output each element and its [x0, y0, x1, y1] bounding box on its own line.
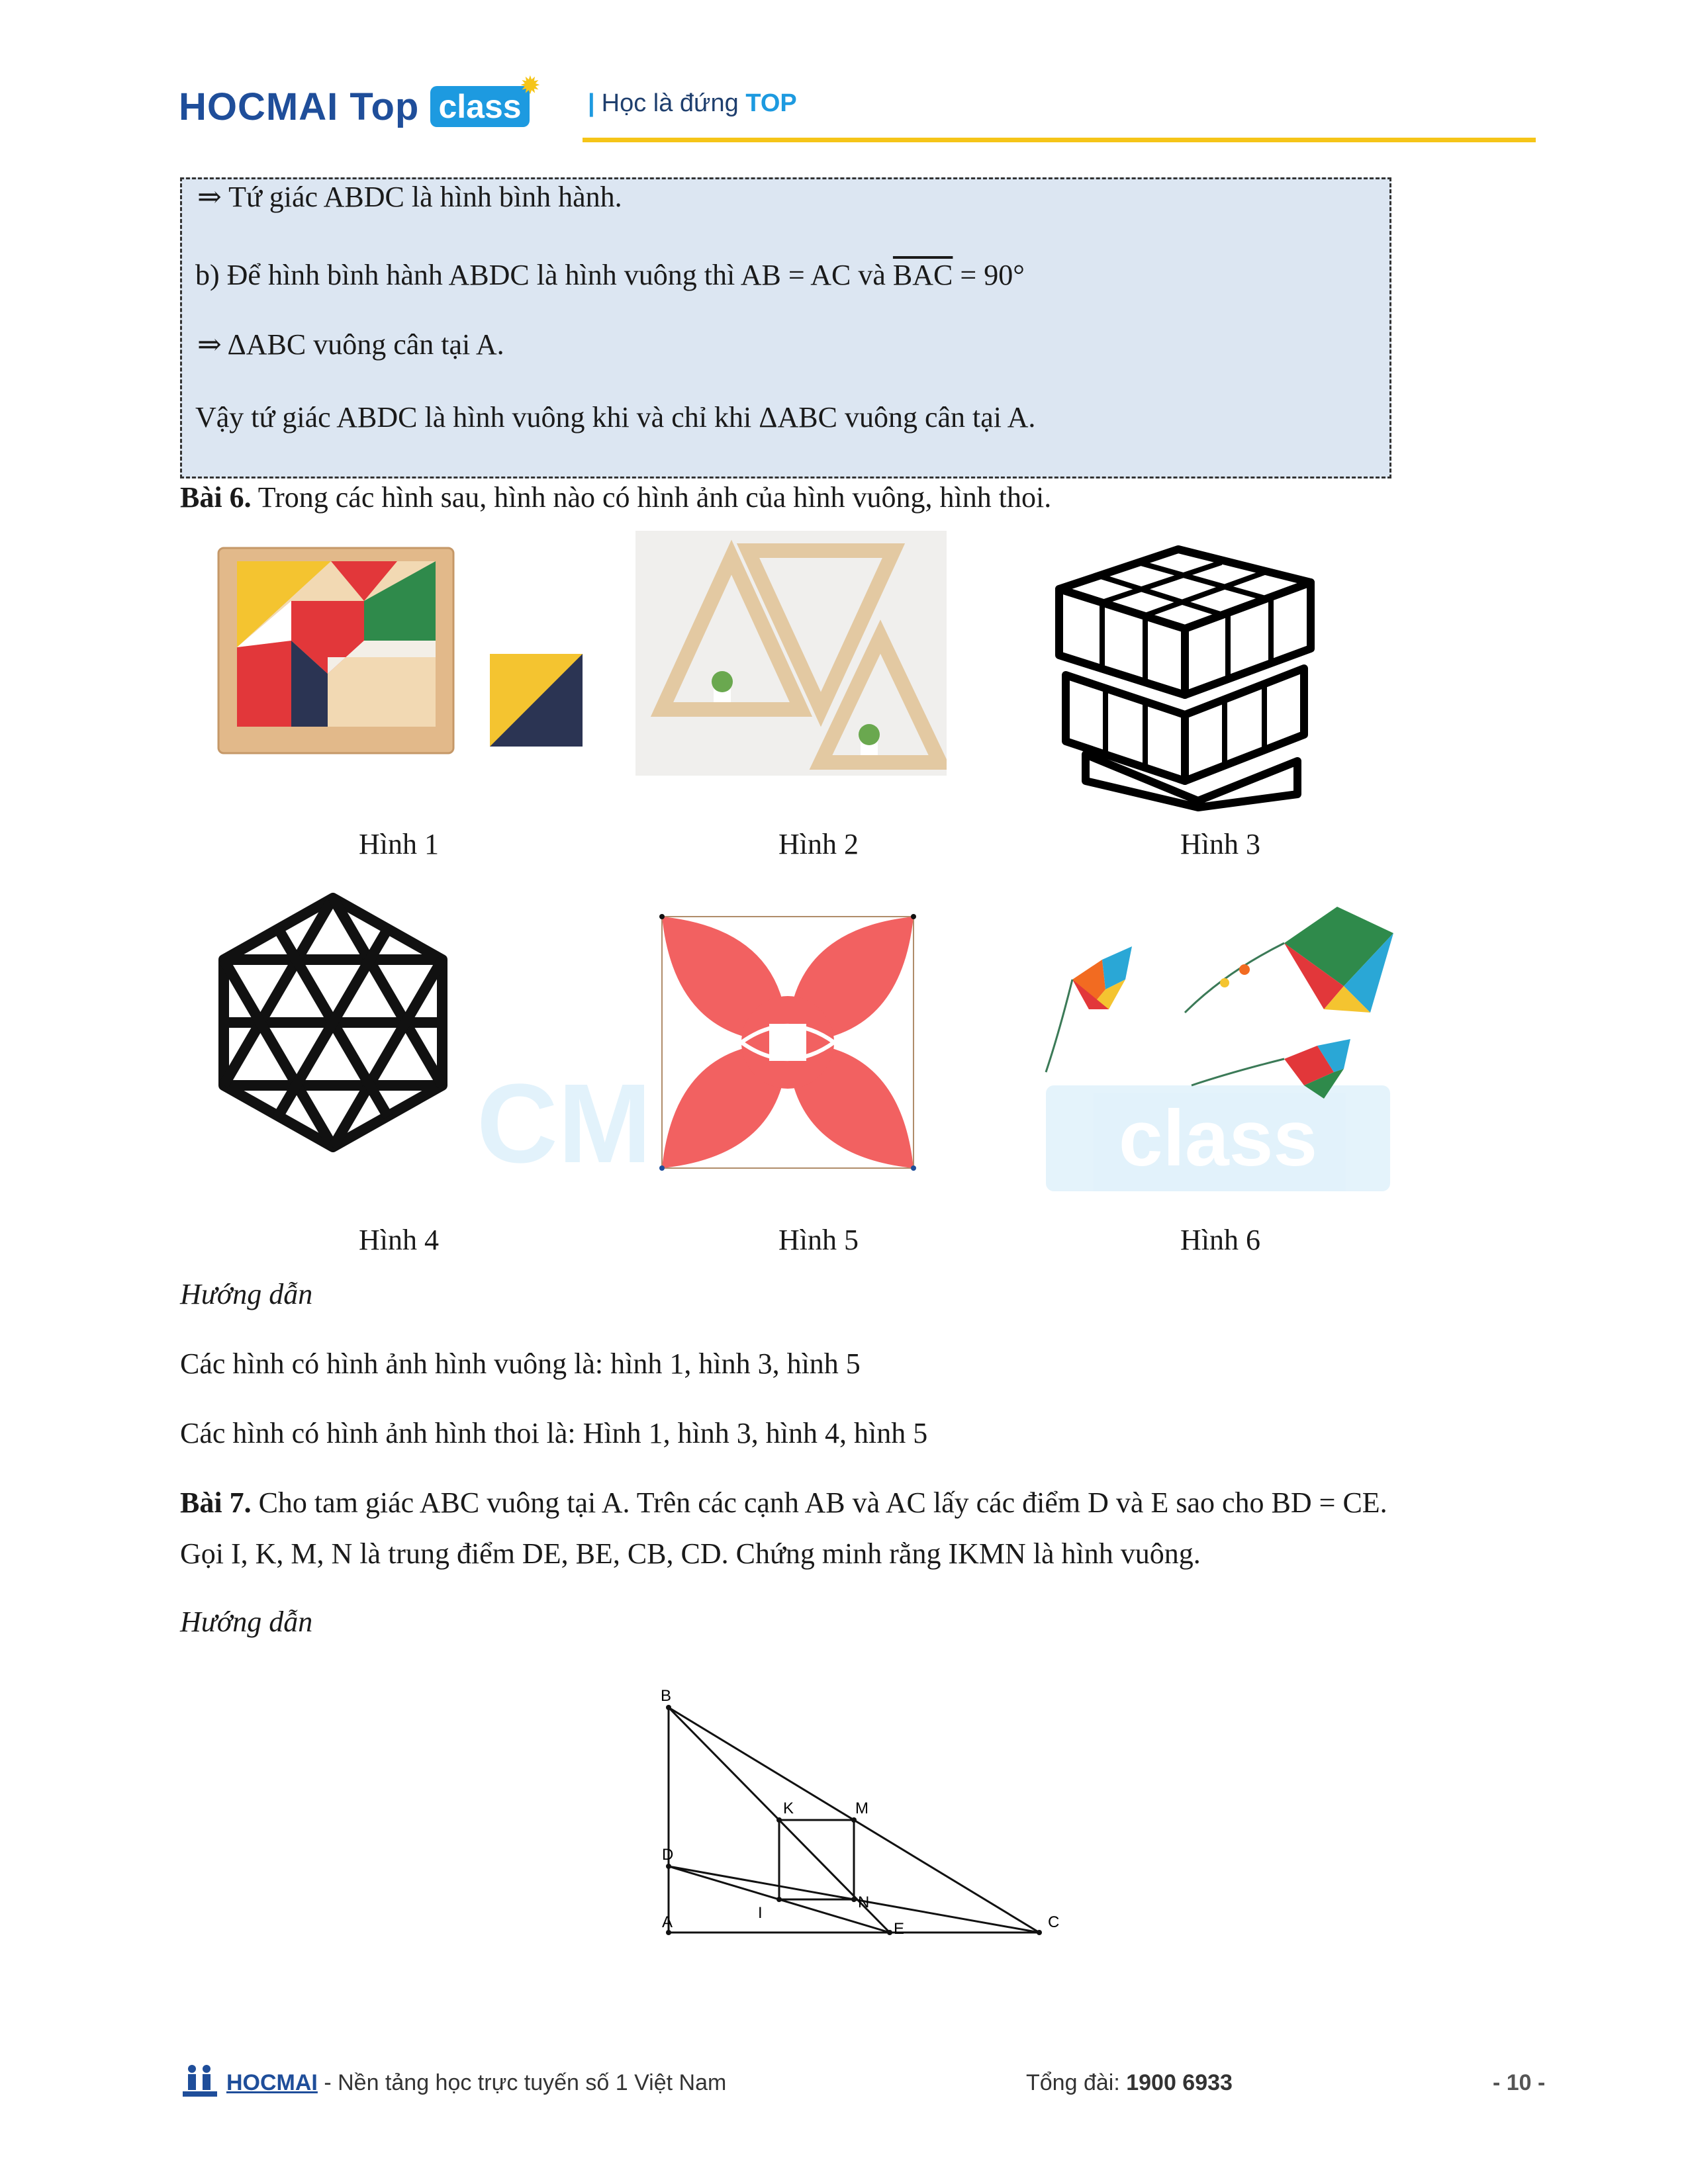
box-line-4: Vậy tứ giác ABDC là hình vuông khi và chỉ khi ΔABC vuông cân tại A.	[195, 401, 1036, 433]
geometry-diagram	[649, 1681, 1072, 1952]
bai7-question-1	[180, 1486, 1387, 1520]
point-label-k: K	[783, 1799, 794, 1817]
point-label-i: I	[758, 1904, 763, 1922]
box-line-2-a: b) Để hình bình hành ABDC là hình vuông thì AB = AC và	[195, 259, 893, 291]
box-line-2-b: = 90°	[953, 259, 1025, 291]
page-number: - 10 -	[1493, 2070, 1546, 2095]
point-label-d: D	[662, 1846, 674, 1864]
tagline-prefix: Học là đứng	[601, 89, 739, 117]
point-label-b: B	[661, 1687, 672, 1705]
footer-slogan: - Nền tảng học trực tuyến số 1 Việt Nam	[317, 2070, 727, 2095]
point-label-m: M	[855, 1799, 868, 1817]
bai7-guide: Hướng dẫn	[180, 1606, 313, 1638]
caption-1: Hình 1	[359, 828, 439, 860]
figure-3-cube	[1046, 543, 1324, 814]
point-label-e: E	[894, 1920, 905, 1938]
bai6-answer-1: Các hình có hình ảnh hình vuông là: hình 1, hình 3, hình 5	[180, 1347, 861, 1380]
caption-3: Hình 3	[1180, 828, 1260, 860]
bai7-label: Bài 7.	[180, 1486, 252, 1519]
figure-5-petal-square	[655, 910, 920, 1175]
footer-hotline	[1026, 2070, 1233, 2096]
point-label-c: C	[1048, 1913, 1060, 1931]
figure-6-kites	[1033, 887, 1417, 1165]
tagline: | Học là đứng TOP	[588, 89, 797, 117]
caption-5: Hình 5	[778, 1224, 859, 1256]
tagline-top: TOP	[745, 89, 797, 117]
bai7-text-1: Cho tam giác ABC vuông tại A. Trên các cạnh AB và AC lấy các điểm D và E sao cho BD = CE.	[251, 1486, 1387, 1519]
footer-left	[226, 2070, 726, 2096]
angle-bac: $\overline{BAC}$	[892, 259, 953, 291]
figure-1-tangram	[212, 541, 596, 760]
logo-text: HOCMAI Top	[179, 85, 420, 128]
bai6-question	[180, 480, 1051, 514]
figure-4-hexagon-grid	[211, 890, 455, 1155]
bai6-label: Bài 6.	[180, 481, 252, 514]
box-line-1: ⇒ Tứ giác ABDC là hình bình hành.	[197, 181, 622, 213]
caption-2: Hình 2	[778, 828, 859, 860]
bai7-question-2: Gọi I, K, M, N là trung điểm DE, BE, CB, CD. Chứng minh rằng IKMN là hình vuông.	[180, 1537, 1201, 1570]
bai6-text: Trong các hình sau, hình nào có hình ảnh của hình vuông, hình thoi.	[251, 481, 1052, 514]
watermark-left: CM	[477, 1061, 652, 1187]
logo-badge: class	[430, 86, 530, 127]
box-line-2	[195, 258, 1025, 292]
header-divider	[583, 138, 1536, 142]
hotline-label: Tổng đài:	[1026, 2070, 1127, 2095]
watermark-right: class	[1046, 1085, 1390, 1191]
figure-2-triangle-shelves	[635, 531, 947, 776]
footer-brand-link[interactable]: HOCMAI	[226, 2070, 318, 2095]
hotline-number: 1900 6933	[1126, 2070, 1233, 2095]
bai6-answer-2: Các hình có hình ảnh hình thoi là: Hình 1, hình 3, hình 4, hình 5	[180, 1417, 928, 1449]
box-line-3: ⇒ ΔABC vuông cân tại A.	[197, 328, 504, 361]
bai6-guide: Hướng dẫn	[180, 1278, 313, 1310]
sun-icon: ✹	[520, 72, 541, 100]
hocmai-people-icon	[180, 2064, 220, 2098]
point-label-a: A	[662, 1913, 673, 1931]
caption-6: Hình 6	[1180, 1224, 1260, 1256]
point-label-n: N	[858, 1893, 870, 1911]
caption-4: Hình 4	[359, 1224, 439, 1256]
